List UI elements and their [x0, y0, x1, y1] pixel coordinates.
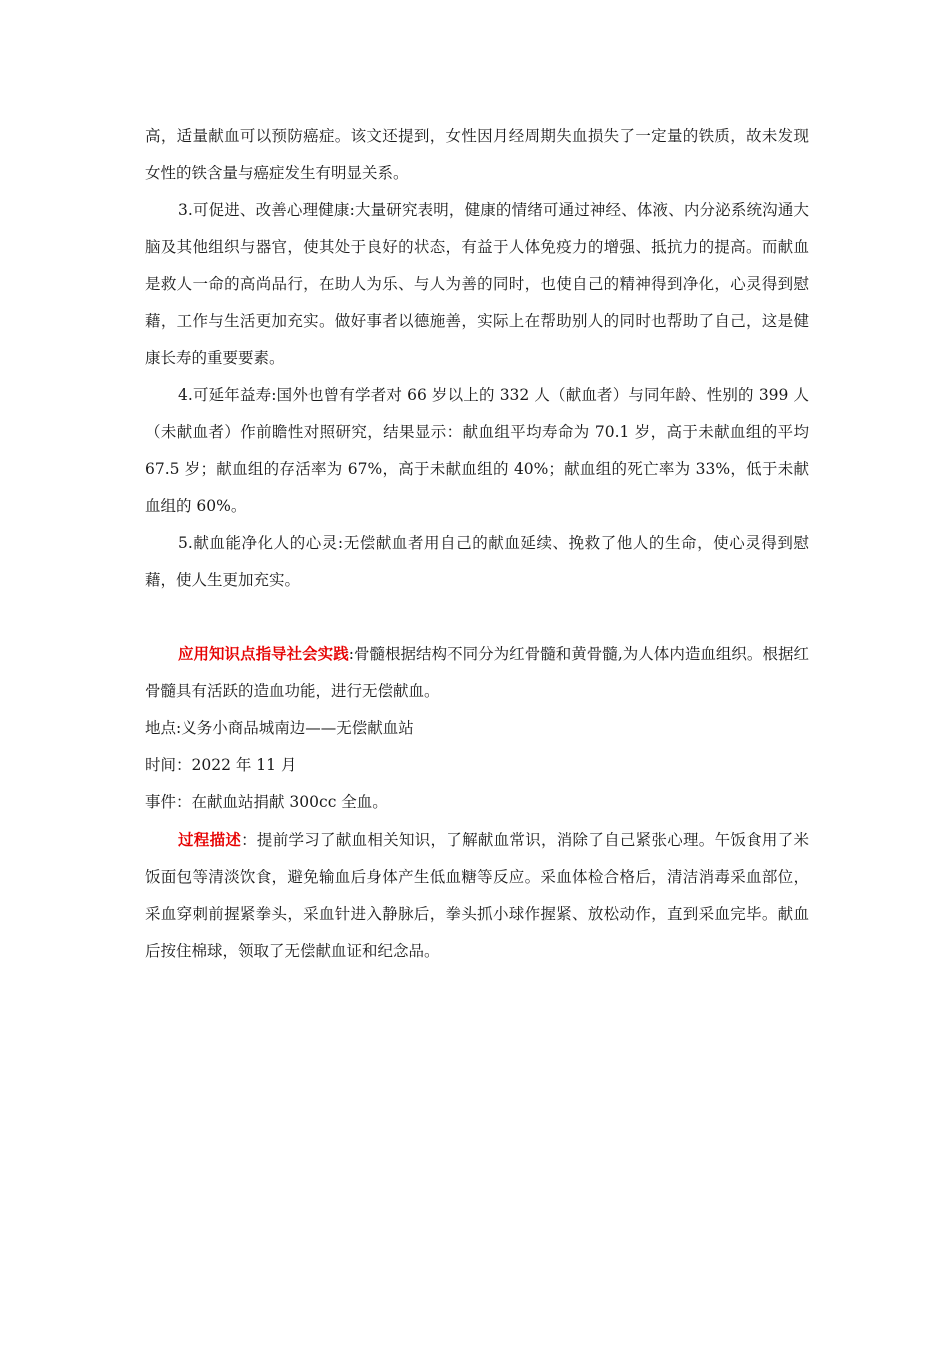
event-line: 事件：在献血站捐献 300cc 全血。 [145, 793, 388, 811]
section-spacer [145, 599, 809, 635]
paragraph-cancer-prevention: 高，适量献血可以预防癌症。该文还提到，女性因月经周期失血损失了一定量的铁质，故未发现女性的铁含量与癌症发生有明显关系。 [145, 127, 809, 182]
paragraph-social-practice [145, 635, 809, 710]
time-line: 时间：2022 年 11 月 [145, 756, 297, 774]
paragraph-mental-health: 3.可促进、改善心理健康:大量研究表明，健康的情绪可通过神经、体液、内分泌系统沟通大脑及其他组织与器官，使其处于良好的状态，有益于人体免疫力的增强、抵抗力的提高。而献血是救人一命的高尚品行，在助人为乐、与人为善的同时，也使自己的精神得到净化，心灵得到慰藉，工作与生活更加充实。做好事者以德施善，实际上在帮助别人的同时也帮助了自己，这是健康长寿的重要要素。 [145, 201, 809, 367]
process-label: 过程描述 [178, 830, 242, 849]
document-body [145, 118, 809, 970]
paragraph-process [145, 821, 809, 970]
paragraph-longevity: 4.可延年益寿:国外也曾有学者对 66 岁以上的 332 人（献血者）与同年龄、性别的 399 人（未献血者）作前瞻性对照研究，结果显示：献血组平均寿命为 70.1 岁，高于未献血组的平均 67.5 岁；献血组的存活率为 67%，高于未献血组的 40%；献血组的死亡率为 33%，低于未献血组的 60%。 [145, 386, 809, 515]
social-practice-label: 应用知识点指导社会实践 [178, 644, 349, 663]
social-practice-text: :骨髓根据结构不同分为红骨髓和黄骨髓,为人体内造血组织。根据红骨髓具有活跃的造血功能，进行无偿献血。 [145, 645, 809, 700]
paragraph-purify-mind: 5.献血能净化人的心灵:无偿献血者用自己的献血延续、挽救了他人的生命，使心灵得到慰藉，使人生更加充实。 [145, 534, 809, 589]
location-line: 地点:义务小商品城南边——无偿献血站 [145, 719, 414, 737]
process-text: ：提前学习了献血相关知识，了解献血常识，消除了自己紧张心理。午饭食用了米饭面包等清淡饮食，避免输血后身体产生低血糖等反应。采血体检合格后，清洁消毒采血部位，采血穿刺前握紧拳头，采血针进入静脉后，拳头抓小球作握紧、放松动作，直到采血完毕。献血后按住棉球，领取了无偿献血证和纪念品。 [145, 831, 809, 960]
